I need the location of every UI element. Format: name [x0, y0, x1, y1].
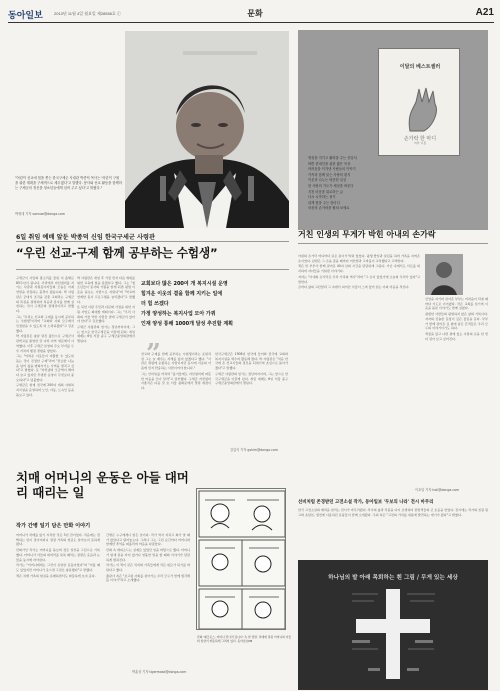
paragraph: 글마다 삶의 고단함과 그 속에서 피어난 사랑이 스며 있어 읽는 이의 마음을 적신다.: [298, 285, 410, 290]
boxed-note-body: [298, 508, 488, 550]
book-list-item: 한 사람의 기도가 세상을 바꾼다: [308, 183, 354, 188]
book-list: [308, 156, 476, 212]
book-list-item: 내게 힘을 주는 한마디: [308, 200, 340, 205]
paragraph: 작가는 이 책이 같은 처지의 가족들에게 작은 위로가 되기를 바란다고 했다.: [106, 563, 190, 572]
feature-headline: “우린 선교-구제 함께 공부하는 수험생”: [16, 246, 218, 260]
right-story-column-1: [298, 254, 420, 490]
subhead-line: 가정 양성하는 복지사업 모아 가꿔: [141, 311, 216, 317]
photo-credit: 박영대 기자 sannae@donga.com: [15, 212, 65, 216]
paragraph: 작가는 "어머니에게는 그것이 유일한 운동이었다"며 "아플 때도 있었지만 어머니가 웃으면 그걸로 충분했다"고 말했다.: [16, 563, 100, 572]
headline-rule-bottom: [16, 269, 289, 270]
paragraph: 만화가인 작가는 어머니를 돌보며 겪은 일상을 그림으로 기록했다. 어머니가 아들의 대머리를 툭툭 때리는 장면은 웃음과 눈물을 동시에 자아낸다.: [16, 548, 100, 562]
feature-column-2: [77, 276, 135, 454]
author-photo: [425, 254, 463, 295]
book-author: 저자 이름: [413, 141, 427, 145]
book-list-item: 이웃과 나누는 따뜻한 일상: [308, 178, 347, 183]
lower-story-credit: 박훈상 기자 tigermask@donga.com: [132, 670, 187, 674]
paragraph: 책은 치매 가족의 현실을 유쾌하면서도 따뜻하게 보여 준다.: [16, 573, 96, 578]
photo-caption: "어린이 선교에 힘을 쏟는 한국구세군 사령관 박종덕 목사는 '어린이 구원을 위한 계획을 구체적으로 세우겠다'고 말했다. 봉사와 선교 활동을 함께하는 구세군의 정신을 청소년들에게 심어 주고 싶다'고 밝혔다.": [15, 176, 122, 190]
paragraph: 아내의 손가락 마디마다 굵은 옹이가 박혀 있었다. 평생 밭일과 살림을 하며 가족을 지켜온 손이었다. 남편은 그 손을 잡을 때마다 미안함과 고마움이 교차했다고 고백한다.: [298, 254, 420, 263]
feature-byline: 김갑식 기자 gskim@donga.com: [230, 448, 278, 452]
paragraph: 한국 고전소설의 매력을 알리는 전시가 마무리됐다. 작가의 삶과 작품을 다시 조명하며 관람객들의 큰 호응을 얻었다. 전시에는 작가의 친필 원고와 초판본, 생전에 사용하던 유품들이 함께 소개됐다. 주최 측은 "고전의 가치를 새롭게 발견하는 계기가 됐다"고 밝혔다.: [298, 508, 488, 517]
paragraph: 어머니가 치매를 앓기 시작한 것은 3년 전이었다. 처음에는 깜빡하는 일이 잦아지더니 점점 가족의 얼굴도 알아보지 못하게 됐다.: [16, 533, 100, 547]
paragraph: 또 북한 이탈 주민과 다문화 가정을 위한 지원 사업도 확대할 계획이다. 그는 "우리 사회의 가장 약한 사람들 곁에 구세군이 있어야 한다"고 강조했다.: [77, 305, 135, 324]
advertisement: [298, 560, 488, 690]
issue-info: 2013년 11월 4일 월요일 제28558호 ⓒ: [54, 11, 121, 16]
portrait-photo: [125, 31, 289, 228]
portrait-illustration: [125, 31, 289, 228]
paragraph: 구세군 사령관의 임기는 정년까지이며, 그는 앞으로 한국구세군을 이끌게 된다. 취임 예배는 6일 서울 중구 구세군중앙회관에서 열린다.: [215, 371, 288, 386]
book-cover: [378, 48, 460, 156]
feature-column-1: [16, 276, 74, 454]
right-story-column-2: [425, 297, 488, 489]
feature-subheads: [141, 279, 286, 329]
cartoon-panel: [196, 488, 286, 630]
paragraph: 책은 한 부부가 함께 걸어온 40여 년의 시간을 담담하게 그린다. 가난 속에서도 서로를 의지하며 자녀들을 키워낸 이야기다.: [298, 264, 420, 274]
paragraph: 박 사령관은 충남 당진 출신으로 구세군사관학교를 졸업한 뒤 여러 지역 영문에서 사역했다. 이후 구세군 본영의 주요 부서를 두루 거치며 행정 경험을 쌓았다.: [16, 334, 74, 353]
paragraph: 평범한 사람들의 평범하지 않은 삶의 기록이다. 저자의 진솔한 문장이 깊은 울림을 준다. 부부가 함께 걸어온 길 위에 남은 흔적들은 우리 모두의 이야기이기도 하다.: [425, 312, 488, 331]
subhead-line: 더 힘 쓰겠다: [141, 301, 169, 307]
author-portrait-icon: [425, 254, 463, 295]
feature-column-4: [215, 352, 288, 448]
book-title: 이달의 베스트셀러: [399, 64, 441, 70]
paragraph: 그는 인터뷰를 마치며 "올겨울에도 자선냄비에 따뜻한 마음을 모아 달라"고 당부했다. 구세군 자선냄비 시종식은 다음 달 초 서울 광화문에서 열릴 예정이다.: [141, 371, 211, 390]
book-list-item: 다시 시작하는 용기: [308, 195, 336, 200]
newspaper-brand: 동아일보: [8, 11, 43, 21]
page-number: A21: [475, 7, 494, 18]
paragraph: 신앙을 지키며 살아온 부부는 어려움이 닥칠 때마다 기도로 이겨냈다. 작은 교회를 섬기며 이웃을 돌본 이야기도 함께 실렸다.: [425, 297, 488, 311]
subhead-line: 인재 양성 통해 1000개 달성 추진할 계획: [141, 321, 233, 327]
paragraph: 간병은 누구에게나 힘든 일이다. 작가 역시 지치고 화가 날 때가 많았다고 털어놓는다. 그러나 그는 그런 순간마다 어머니와 함께한 추억을 떠올리며 마음을 다잡았다.: [106, 533, 190, 547]
lower-story-headline: 치매 어머니의 운동은 아들 대머리 때리는 일: [16, 470, 189, 500]
book-list-item: 영성을 지키고 활력을 주는 신앙서: [308, 156, 357, 160]
subhead-line: 교회보다 많은 200여 개 복지시설 운영: [141, 281, 228, 287]
paragraph: 책장을 덮고 나면 곁에 있는 사람의 손을 한 번 더 잡아 보고 싶어진다.: [425, 331, 488, 341]
headline-rule-top: [16, 241, 289, 242]
boxed-note: [298, 499, 488, 560]
book-list-item: 어려움을 이겨낸 사람들의 이야기: [308, 167, 356, 172]
book-panel: [298, 30, 488, 230]
lower-story-column-2: [106, 533, 190, 665]
right-story-rule: [298, 243, 488, 244]
right-story-credit: 이호일 기자 hoil@donga.com: [415, 488, 460, 492]
paragraph: 그는 "어려운 이웃들이 자활할 수 있도록 돕는 것이 진정한 구제"라며 "단순한 나눔을 넘어 삶을 변화시키는 사역을 펼치고 싶다"고 밝혔다. 또 "자선냄비 모금액이 해마다 늘고 있지만 투명한 운영이 무엇보다 중요하다"고 덧붙였다.: [16, 354, 74, 382]
cartoon-caption: 만화 '페코로스, 어머니 만나러 갑니다' 속 한 장면. 치매에 걸린 어머니와 아들의 일상이 따뜻하게 그려져 있다. 동아일보DB: [197, 635, 292, 644]
feature-column-3: [141, 352, 211, 454]
paragraph: 구세군은 현재 전국에 200여 개의 사회복지시설을 운영하며 노인, 아동, 노숙인 등을 돌보고 있다.: [16, 383, 74, 397]
book-list-item: 바쁜 현대인을 위한 짧은 묵상: [308, 161, 351, 166]
lower-story-kicker: 작가 간병 일기 담은 만화 이야기: [16, 523, 91, 529]
book-list-item: 지친 마음을 위로하는 글: [308, 189, 343, 194]
paragraph: 선교와 구제를 함께 공부하는 수험생이라는 표현처럼 그는 늘 배우는 자세를 잃지 않겠다고 했다. "사관은 명령에 순종하는 사람이지만 동시에 이웃의 아픔에 먼저 반응하는 사람이어야 합니다.": [141, 352, 211, 371]
paragraph: 만화 속 에피소드는 실제로 있었던 일을 바탕으로 했다. 어머니가 밤새 잠을 자지 않거나 엉뚱한 말을 할 때의 이야기가 담담하게 펼쳐진다.: [106, 548, 190, 562]
masthead: [8, 7, 494, 23]
feature-kicker: 6일 취임 예배 앞둔 박종덕 신임 한국구세군 사령관: [16, 234, 155, 241]
book-list-item: 마음의 손가락을 펼쳐 보세요: [308, 206, 350, 211]
book-cover-title: 손가락 한 마디: [403, 136, 437, 142]
paragraph: 박 사령관은 취임 후 가장 먼저 다음 세대를 위한 교육에 힘을 쏟겠다고 했다. 그는 "청소년들이 봉사의 기쁨을 알게 되면 평생 이웃을 돌보는 사람으로 자란다"며 "학교와 연계한 봉사 프로그램을 늘리겠다"고 말했다.: [77, 276, 135, 304]
paragraph: 한국구세군은 1908년 한국에 들어와 전국에 교회와 복지시설을 세우며 활동해 왔다. 박 사령관은 "처음 한국에 온 선교사들의 정신을 되새기며 초심으로 돌아가겠다"고 말했다.: [215, 352, 288, 371]
cartoon-illustration: [197, 489, 286, 630]
section-title: 문화: [247, 9, 263, 18]
paragraph: 저자는 "아내의 손가락은 우리 가족의 역사"라며 "그 손이 있었기에 오늘의 우리가 있다"고 말한다.: [298, 274, 420, 284]
paragraph: 구세군 사령관의 임기는 정년까지이며, 그는 앞으로 한국구세군을 이끌게 된다. 취임 예배는 6일 서울 중구 구세군중앙회관에서 열린다.: [77, 325, 135, 344]
quote-mark: ”: [146, 339, 161, 369]
lower-story-column-1: [16, 533, 100, 665]
ad-title: 하나님의 발 아래 목회하는 흰 그림 / 무게 있는 세상: [328, 575, 458, 581]
book-list-item: 가족과 함께 읽는 사랑의 편지: [308, 172, 351, 177]
paragraph: 그는 "우리는 선교와 구제를 동시에 공부하는 수험생"이라며 "교회와 사회 모두에서 인정받을 수 있도록 더 노력하겠다"고 강조했다.: [16, 314, 74, 333]
hand-icon: [379, 73, 461, 143]
paragraph: 구세군이 사랑의 종소리를 울린 지 올해로 85주년이 됩니다. 거리에서 자선냄비를 지키는 사관과 자원봉사자들의 모습은 이제 연말을 상징하는 풍경이 됐습니다. 박 사령관은 군대식 조직을 갖춘 교회라는 구세군의 특징을 설명하며 복음과 봉사를 함께 실천하는 것이 구세군의 정체성이라고 말했다.: [16, 276, 74, 313]
subhead-line: 힘겨운 이웃의 곁을 함께 지키는 일에: [141, 291, 223, 297]
right-story-headline: 거친 인생의 무게가 박힌 아내의 손가락: [298, 230, 436, 239]
paragraph: 출판사 측은 "초고령 사회를 살아가는 우리 모두가 함께 생각해 볼 이야기"라고 소개했다.: [106, 573, 190, 583]
cross-icon: [344, 585, 442, 683]
boxed-note-title: 선비처럼 존경받던 고전소설 작가, 동아일보 '두보의 나라' 전시 마무리: [298, 500, 434, 505]
